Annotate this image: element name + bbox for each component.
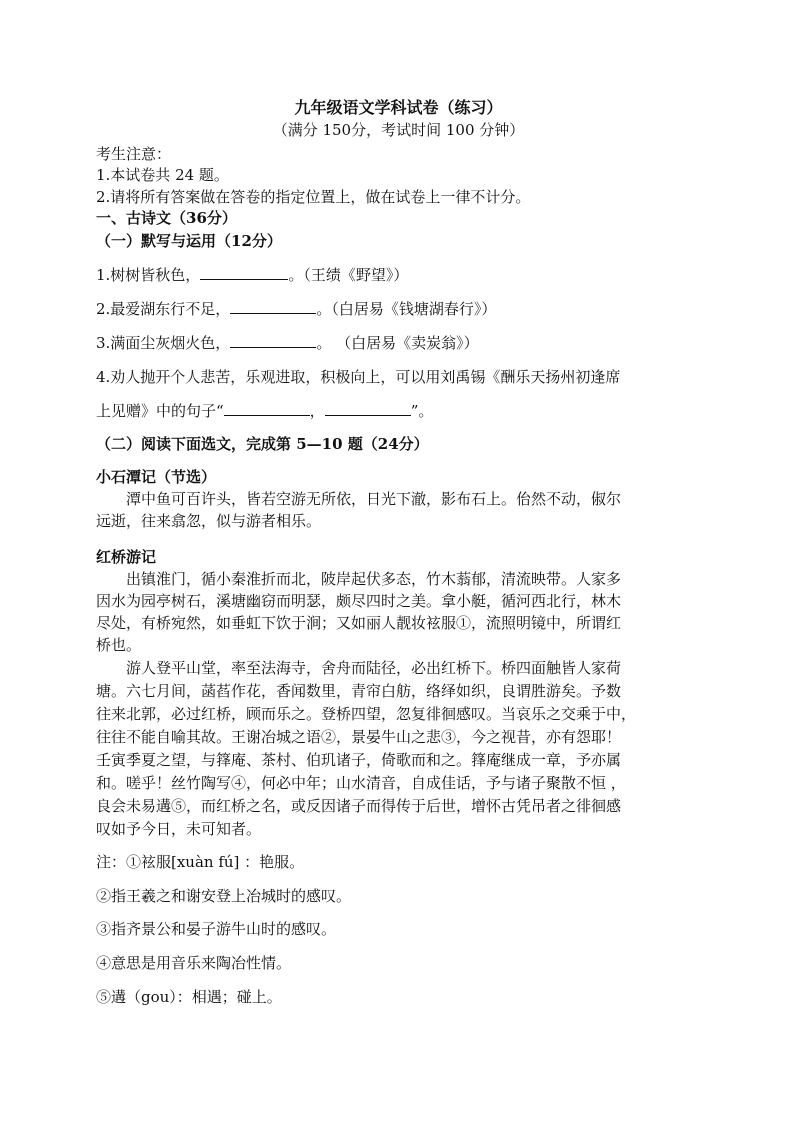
question-4-prefix: 上见赠》中的句子“	[96, 402, 224, 420]
question-2	[96, 298, 701, 320]
text-2-title: 红桥游记	[96, 548, 157, 566]
question-4-suffix: ”。	[410, 402, 434, 420]
text-2-line: 桥也。	[96, 636, 142, 654]
notice-item-1: 1.本试卷共 24 题。	[96, 166, 229, 184]
footnote-1: 注：①袨服[xuàn fú] ：艳服。	[96, 853, 305, 871]
answer-blank-4a[interactable]	[224, 400, 310, 416]
question-4-comma: ，	[309, 402, 325, 420]
answer-blank-3[interactable]	[230, 332, 316, 348]
question-4-line-1: 4.劝人抛开个人悲苦，乐观进取，积极向上，可以用刘禹锡《酬乐天扬州初逢席	[96, 368, 621, 386]
text-2-line: 叹如予今日，未可知者。	[96, 820, 262, 838]
text-2-line: 塘。六七月间，菡萏作花，香闻数里，青帘白舫，络绎如织，良谓胜游矣。予数	[96, 682, 622, 700]
exam-title: 九年级语文学科试卷（练习）	[294, 98, 503, 117]
text-2-line: 壬寅季夏之望，与箨庵、茶村、伯玑诸子，倚歌而和之。箨庵继成一章，予亦属	[96, 751, 622, 769]
footnote-4: ④意思是用音乐来陶冶性情。	[96, 954, 292, 972]
section-1-title: 一、古诗文（36分）	[96, 209, 237, 227]
answer-blank-1[interactable]	[200, 264, 288, 280]
question-1-suffix: 。（王绩《野望》）	[288, 266, 409, 284]
text-2-line: 尽处，有桥宛然，如垂虹下饮于涧；又如丽人靓妆袨服①，流照明镜中，所谓红	[96, 614, 622, 632]
question-2-suffix: 。（白居易《钱塘湖春行》）	[316, 300, 497, 318]
text-2-line: 因水为园亭树石，溪塘幽窃而明瑟，颇尽四时之美。拿小艇，循河西北行，林木	[96, 592, 622, 610]
text-2-line: 往往不能自喻其故。王谢冶城之语②，景晏牛山之悲③，今之视昔，亦有怨耶！	[96, 728, 622, 746]
footnote-5: ⑤遘（gou）：相遇；碰上。	[96, 988, 282, 1006]
notice-heading: 考生注意：	[96, 145, 172, 163]
question-3-prefix: 3.满面尘灰烟火色，	[96, 334, 231, 352]
question-4-line-2	[96, 400, 701, 422]
footnote-3: ③指齐景公和晏子游牛山时的感叹。	[96, 920, 337, 938]
question-1-prefix: 1.树树皆秋色，	[96, 266, 201, 284]
answer-blank-2[interactable]	[230, 298, 316, 314]
question-3-suffix: 。 （白居易《卖炭翁》）	[316, 334, 479, 352]
text-2-line: 良会未易遘⑤，而红桥之名，或反因诸子而得传于后世，增怀古凭吊者之徘徊感	[96, 797, 622, 815]
text-1-line: 潭中鱼可百许头，皆若空游无所依，日光下澈，影布石上。佁然不动，俶尔	[126, 490, 622, 508]
answer-blank-4b[interactable]	[325, 400, 411, 416]
text-1-title: 小石潭记（节选）	[96, 468, 217, 486]
text-2-line: 游人登平山堂，率至法海寺，舍舟而陆径，必出红桥下。桥四面触皆人家荷	[126, 659, 622, 677]
part-2-title: （二）阅读下面选文，完成第 5—10 题（24分）	[96, 435, 429, 453]
question-3	[96, 332, 701, 354]
exam-subtitle: （满分 150分，考试时间 100 分钟）	[272, 121, 525, 139]
part-1-title: （一）默写与运用（12分）	[96, 232, 282, 250]
question-1	[96, 264, 701, 286]
text-1-line: 远逝，往来翕忽，似与游者相乐。	[96, 512, 322, 530]
footnote-2: ②指王羲之和谢安登上冶城时的感叹。	[96, 887, 352, 905]
notice-item-2: 2.请将所有答案做在答卷的指定位置上，做在试卷上一律不计分。	[96, 188, 531, 206]
text-2-line: 往来北郭，必过红桥，顾而乐之。登桥四望，忽复徘徊感叹。当哀乐之交乘于中，	[96, 705, 637, 723]
text-2-line: 出镇淮门，循小秦淮折而北，陂岸起伏多态，竹木蓊郁，清流映带。人家多	[126, 570, 622, 588]
question-2-prefix: 2.最爱湖东行不足，	[96, 300, 231, 318]
text-2-line: 和。嗟乎！丝竹陶写④，何必中年；山水清音，自成佳话，予与诸子聚散不恒 ，	[96, 774, 626, 792]
